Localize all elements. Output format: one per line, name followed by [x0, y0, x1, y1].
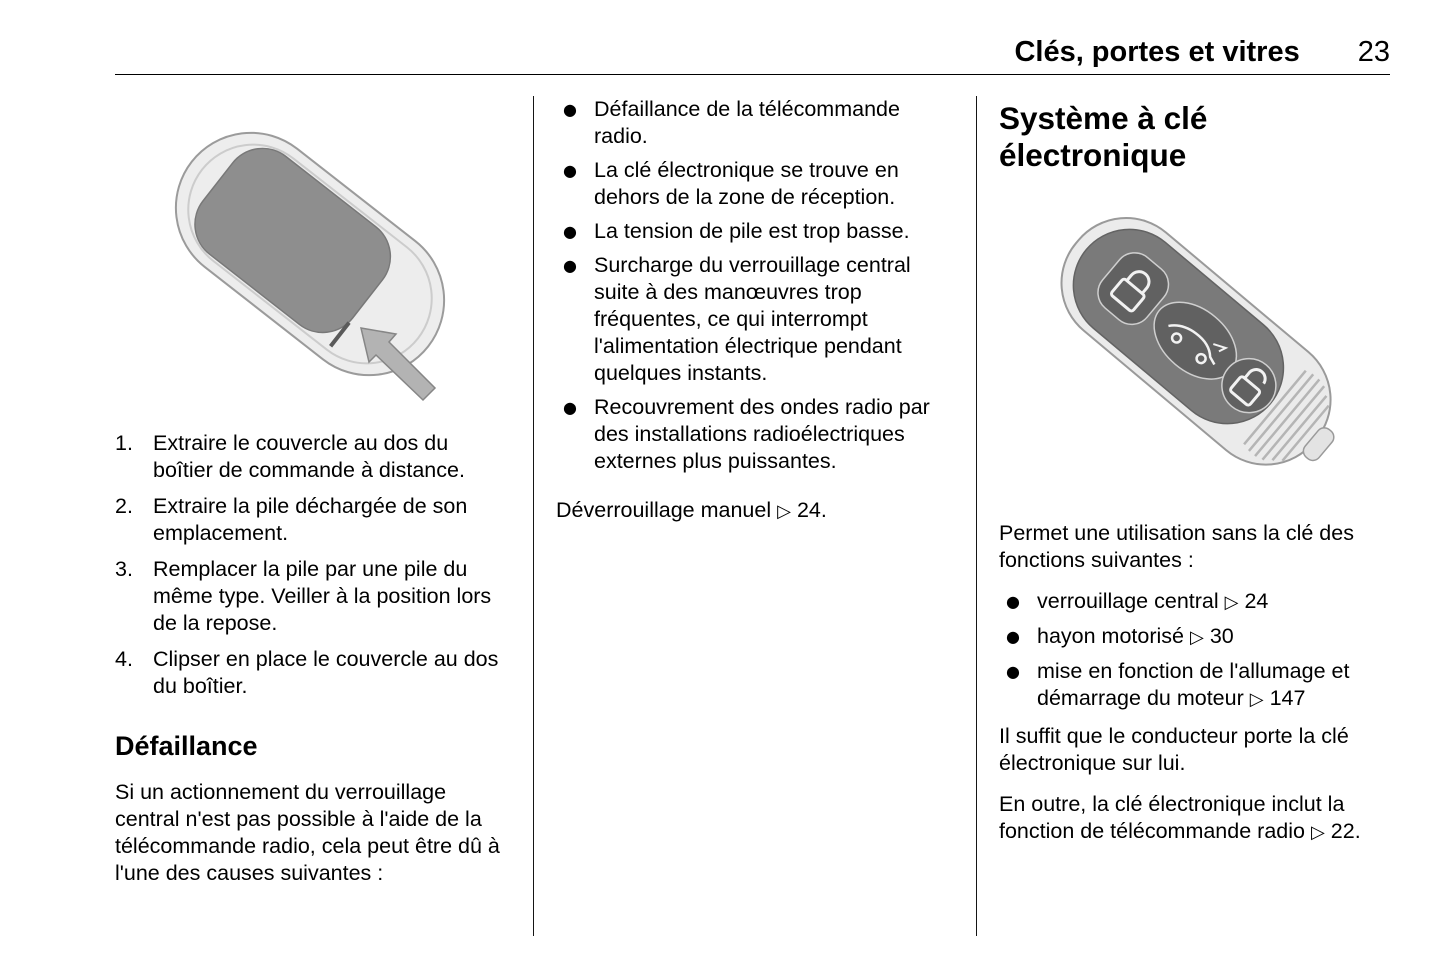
- content-columns: [115, 96, 1390, 936]
- bullet-text: hayon motorisé ▷ 30: [1037, 624, 1234, 648]
- list-item: [556, 157, 954, 211]
- column-remote-control: [115, 96, 511, 936]
- bullet-icon: ●: [563, 256, 577, 275]
- page-ref-number: 24.: [796, 498, 827, 522]
- bullet-text: La tension de pile est trop basse.: [594, 219, 910, 243]
- list-item: [556, 394, 954, 475]
- bullet-text: verrouillage central ▷ 24: [1037, 589, 1269, 613]
- list-item: [115, 556, 511, 637]
- page-number: 23: [1357, 36, 1390, 68]
- section-heading-electronic-key: Système à clé électronique: [999, 100, 1208, 173]
- page-ref-number: 22.: [1330, 819, 1361, 843]
- cross-reference: [556, 497, 954, 525]
- column-failure-causes: [556, 96, 954, 936]
- page-ref-arrow-icon: ▷: [1249, 689, 1264, 710]
- battery-steps-list: [115, 430, 511, 700]
- page-ref-number: 24: [1244, 589, 1269, 613]
- chapter-title: Clés, portes et vitres: [1014, 36, 1300, 68]
- paragraph-text: En outre, la clé électronique inclut la fonction de télécommande radio: [999, 792, 1345, 843]
- step-number: 2.: [115, 494, 133, 518]
- page-header: [115, 36, 1390, 69]
- defaillance-paragraph: Si un actionnement du verrouillage central n'est pas possible à l'aide de la télécommande radio, cela peut être dû à l'une des causes suivantes :: [115, 780, 500, 885]
- page-ref-number: 30: [1209, 624, 1234, 648]
- bullet-icon: ●: [563, 161, 577, 180]
- list-item: [556, 218, 954, 245]
- list-item: [556, 96, 954, 150]
- bullet-text: Surcharge du verrouillage central suite à des manœuvres trop fréquentes, ce qui interrompt l'alimentation électrique pendant quelques instants.: [594, 253, 911, 385]
- header-rule: [115, 74, 1390, 75]
- electronic-key-illustration: [999, 188, 1390, 496]
- remote-control-illustration: [115, 96, 511, 414]
- list-item: [115, 493, 511, 547]
- bullet-text: Défaillance de la télécommande radio.: [594, 97, 900, 148]
- section-heading-defaillance: Défaillance: [115, 731, 258, 761]
- page-ref-arrow-icon: ▷: [777, 501, 791, 522]
- remote-control-image: [115, 96, 511, 414]
- bullet-icon: ●: [1006, 627, 1020, 646]
- list-item: [556, 252, 954, 387]
- bullet-icon: ●: [563, 222, 577, 241]
- cross-reference-label: Déverrouillage manuel: [556, 498, 772, 522]
- electronic-key-image: [999, 188, 1390, 496]
- electronic-key-intro: Permet une utilisation sans la clé des fonctions suivantes :: [999, 521, 1354, 572]
- step-text: Extraire le couvercle au dos du boîtier de commande à distance.: [153, 431, 465, 482]
- step-text: Extraire la pile déchargée de son emplacement.: [153, 494, 468, 545]
- bullet-icon: ●: [1006, 662, 1020, 681]
- list-item: [999, 658, 1390, 713]
- column-electronic-key: [999, 96, 1390, 936]
- step-text: Remplacer la pile par une pile du même type. Veiller à la position lors de la repose.: [153, 557, 492, 635]
- column-divider: [976, 96, 977, 936]
- step-number: 4.: [115, 647, 133, 671]
- bullet-icon: ●: [1006, 592, 1020, 611]
- list-item: [999, 623, 1390, 651]
- failure-causes-list: [556, 96, 954, 475]
- step-text: Clipser en place le couvercle au dos du boîtier.: [153, 647, 499, 698]
- electronic-key-paragraph-2: [999, 791, 1390, 846]
- bullet-text: La clé électronique se trouve en dehors de la zone de réception.: [594, 158, 899, 209]
- electronic-key-functions-list: [999, 588, 1390, 713]
- bullet-text: mise en fonction de l'allumage et démarrage du moteur ▷ 147: [1037, 659, 1350, 710]
- bullet-icon: ●: [563, 100, 577, 119]
- page-ref-arrow-icon: ▷: [1310, 822, 1325, 843]
- bullet-text: Recouvrement des ondes radio par des installations radioélectriques externes plus puissantes.: [594, 395, 930, 473]
- list-item: [115, 646, 511, 700]
- electronic-key-paragraph-1: Il suffit que le conducteur porte la clé électronique sur lui.: [999, 724, 1349, 775]
- list-item: [999, 588, 1390, 616]
- column-divider: [533, 96, 534, 936]
- page-ref-arrow-icon: ▷: [1224, 592, 1239, 613]
- step-number: 1.: [115, 431, 133, 455]
- step-number: 3.: [115, 557, 133, 581]
- bullet-icon: ●: [563, 398, 577, 417]
- page-ref-arrow-icon: ▷: [1189, 627, 1204, 648]
- list-item: [115, 430, 511, 484]
- page-ref-number: 147: [1269, 686, 1306, 710]
